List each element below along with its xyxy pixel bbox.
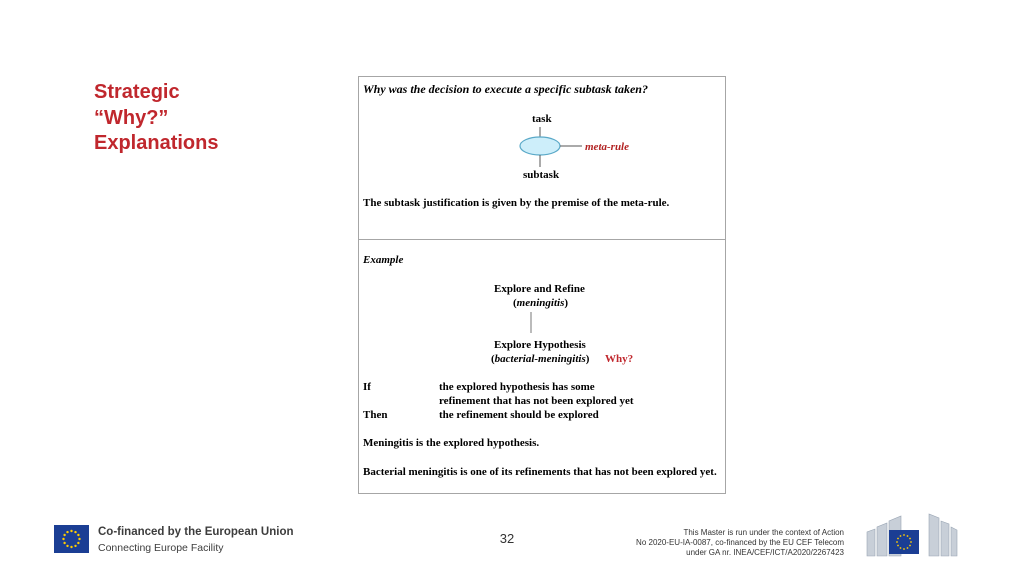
rule-then-line: the refinement should be explored [439, 409, 599, 421]
example-subgoal-arg-text: bacterial-meningitis [494, 353, 586, 365]
cef-text: Connecting Europe Facility [98, 542, 224, 554]
example-subgoal: Explore Hypothesis [494, 339, 586, 351]
example-goal: Explore and Refine [494, 283, 585, 295]
diagram-meta-rule-label: meta-rule [585, 141, 629, 153]
slide-title [94, 80, 218, 157]
example-heading: Example [363, 254, 404, 266]
conclusion-2: Bacterial meningitis is one of its refinements that has not been explored yet. [363, 466, 717, 478]
diagram-task-label: task [532, 113, 552, 125]
notice-line-1: This Master is run under the context of Action [683, 528, 844, 537]
panel-divider [359, 239, 725, 240]
example-subgoal-arg: (bacterial-meningitis) [491, 353, 590, 365]
rule-then-label: Then [363, 409, 388, 421]
rule-if-label: If [363, 381, 371, 393]
justification-text: The subtask justification is given by the premise of the meta-rule. [363, 197, 670, 209]
why-question: Why? [605, 353, 634, 365]
page-number: 32 [499, 531, 515, 546]
notice-line-2: No 2020-EU-IA-0087, co-financed by the EU CEF Telecom [636, 538, 844, 547]
funding-notice [636, 528, 844, 558]
ec-flag [889, 530, 919, 554]
eu-stars-icon [54, 525, 89, 553]
conclusion-1: Meningitis is the explored hypothesis. [363, 437, 540, 449]
european-commission-logo-icon [865, 512, 959, 558]
cofinanced-text: Co-financed by the European Union [98, 526, 294, 538]
eu-flag-icon [54, 525, 89, 553]
example-goal-arg: (meningitis) [513, 297, 569, 309]
rule-if-line-2: refinement that has not been explored yet [439, 395, 634, 407]
task-node-ellipse [520, 137, 560, 155]
example-goal-arg-text: meningitis [516, 297, 565, 309]
title-line-2: “Why?” [94, 106, 169, 129]
rule-if-line-1: the explored hypothesis has some [439, 381, 595, 393]
explanation-panel [358, 76, 726, 494]
title-line-3: Explanations [94, 132, 219, 154]
panel-question: Why was the decision to execute a specific subtask taken? [363, 82, 648, 96]
diagram-subtask-label: subtask [523, 169, 560, 181]
notice-line-3: under GA nr. INEA/CEF/ICT/A2020/2267423 [686, 548, 844, 557]
title-line-1: Strategic [94, 81, 180, 103]
